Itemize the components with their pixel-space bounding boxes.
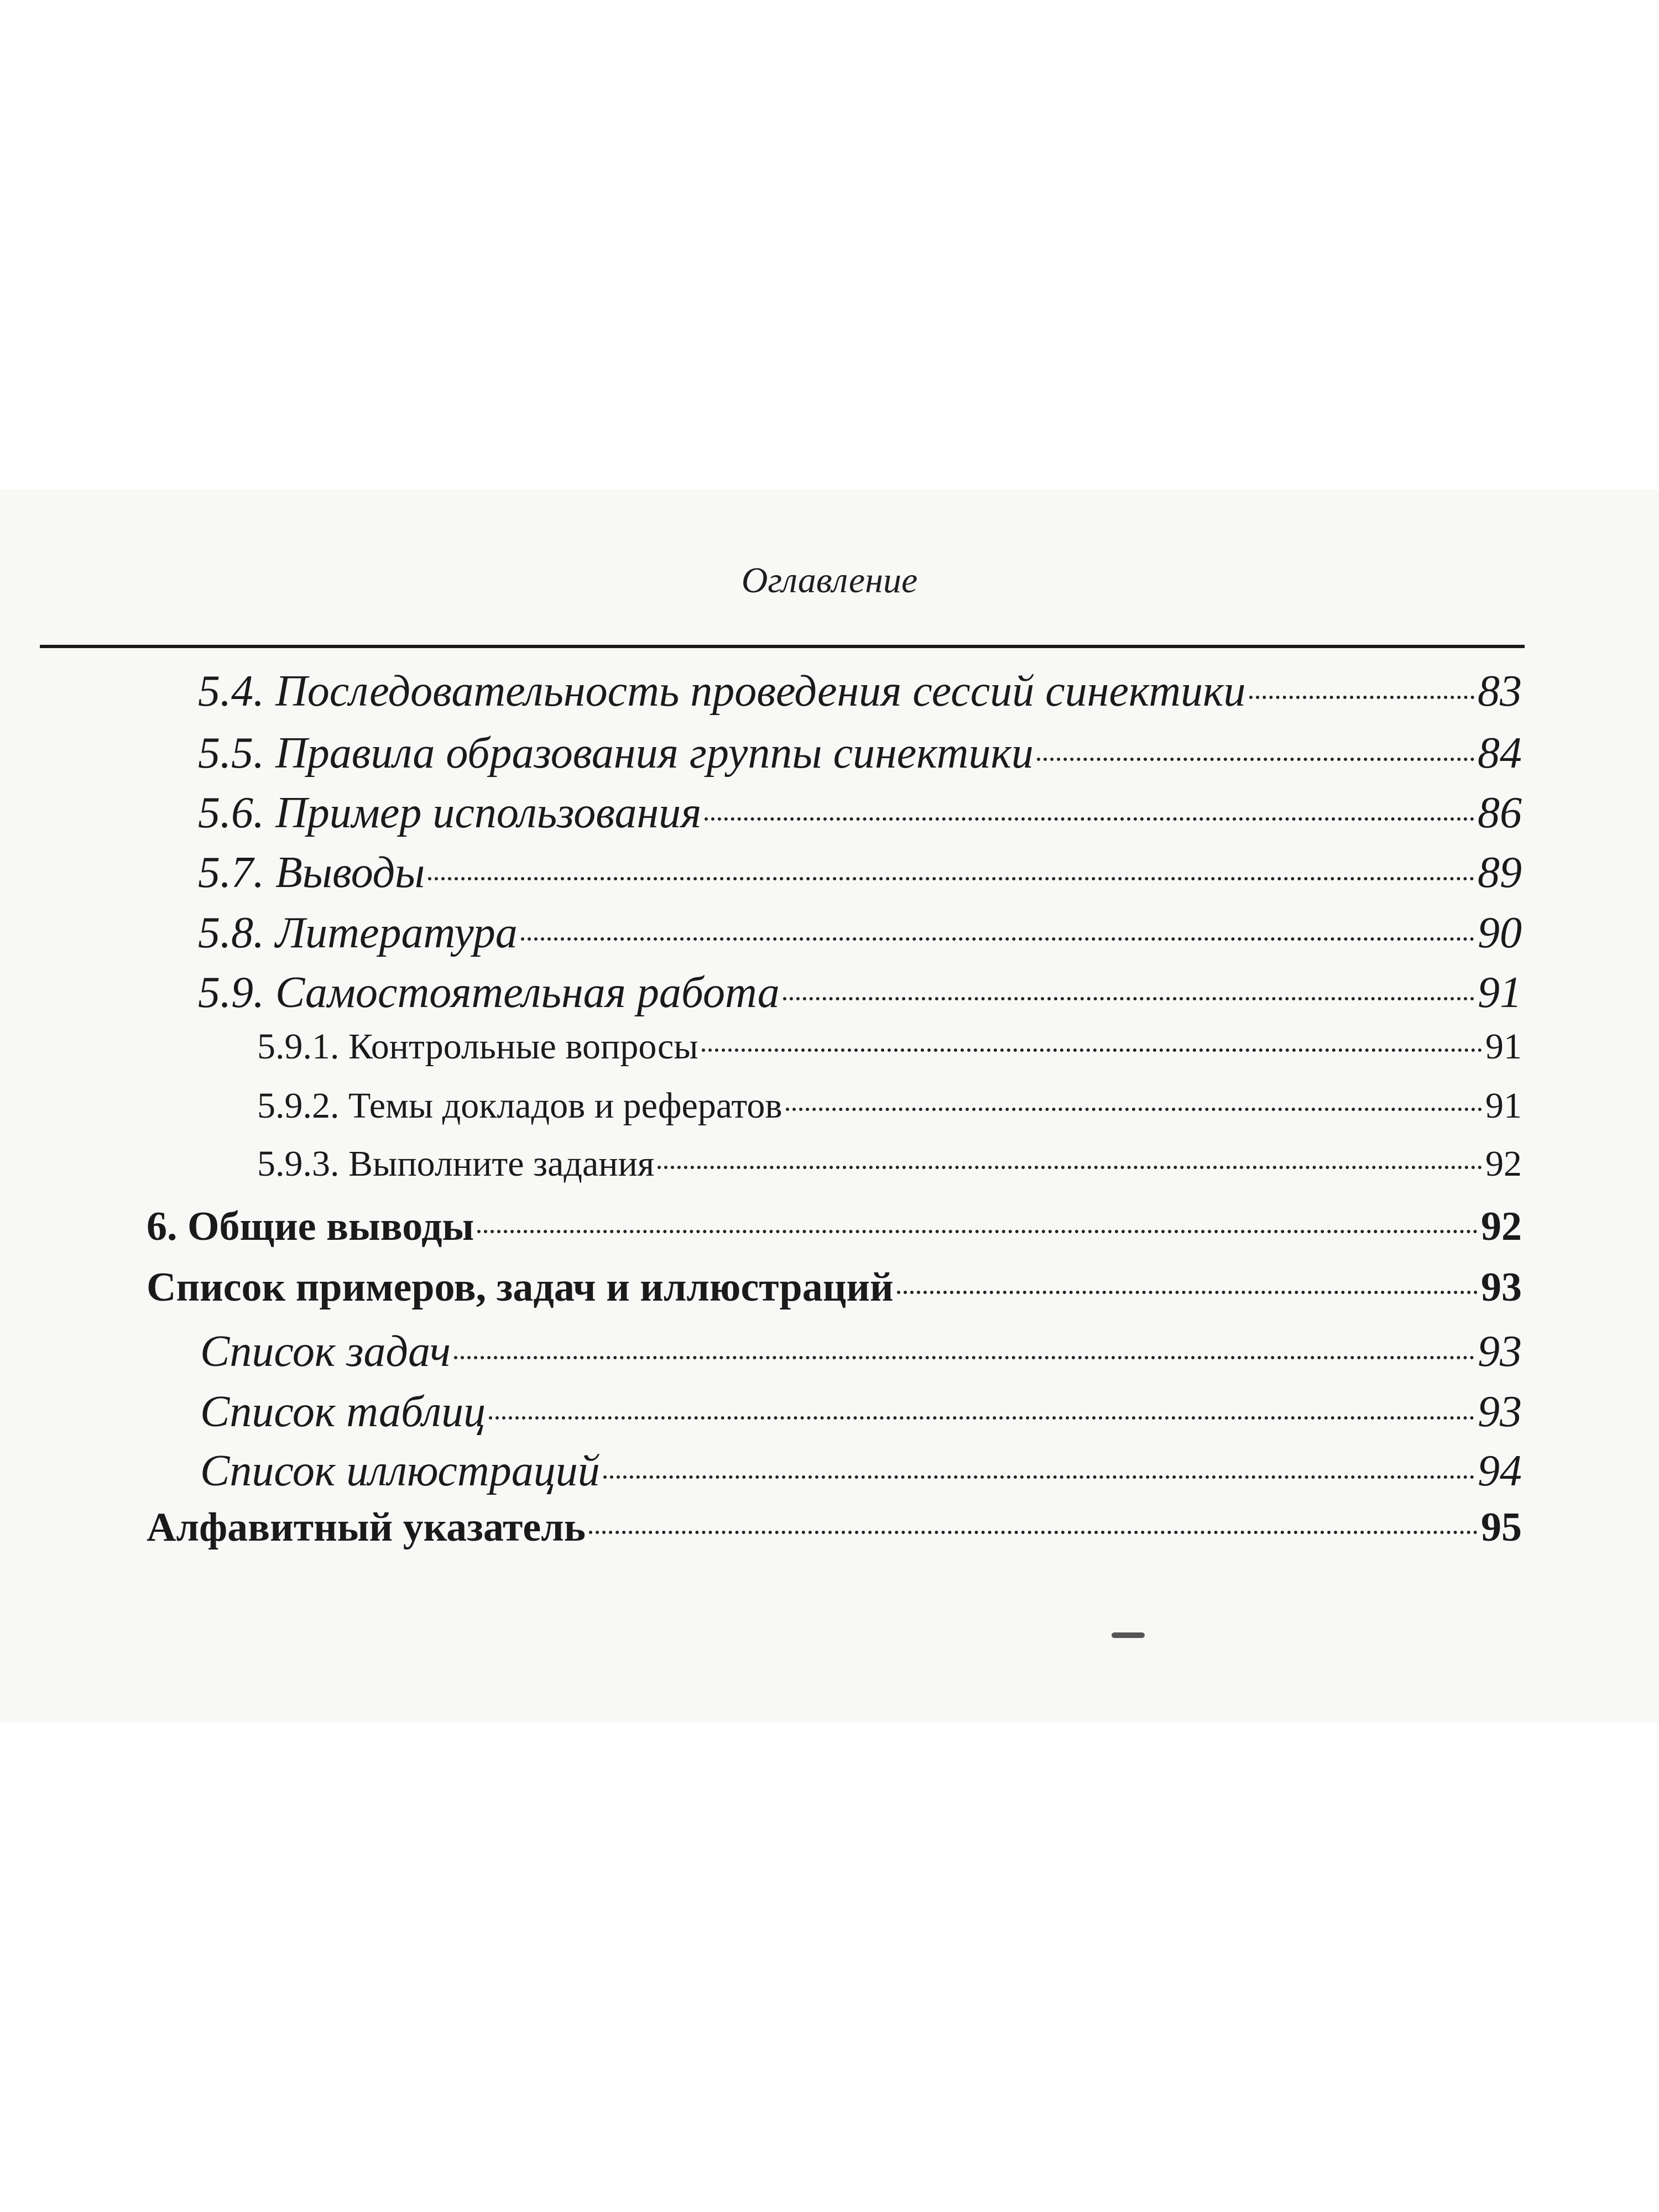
toc-entry-label: 5.9.2. Темы докладов и рефератов	[257, 1086, 782, 1126]
toc-entry-tables-list[interactable]	[200, 1387, 1522, 1448]
toc-entry-illustrations-list[interactable]	[200, 1446, 1522, 1507]
running-header: Оглавление	[741, 560, 918, 601]
toc-entry-tasks-list[interactable]	[200, 1327, 1522, 1387]
toc-entry-label: 5.9.3. Выполните задания	[257, 1144, 655, 1184]
toc-entry-page: 93	[1481, 1265, 1522, 1310]
toc-entry-page: 91	[1485, 1086, 1522, 1126]
toc-entry-label: 6. Общие выводы	[147, 1204, 474, 1249]
dot-leader	[489, 1416, 1474, 1420]
toc-entry-label: 5.6. Пример использования	[198, 789, 702, 837]
toc-entry-page: 92	[1485, 1144, 1522, 1184]
toc-entry-page: 91	[1485, 1026, 1522, 1067]
dot-leader	[783, 997, 1474, 1000]
toc-entry-page: 84	[1478, 729, 1522, 778]
toc-entry-label: Алфавитный указатель	[147, 1505, 586, 1550]
toc-entry-label: 5.9. Самостоятельная работа	[198, 968, 780, 1017]
dot-leader	[897, 1291, 1478, 1294]
dot-leader	[428, 877, 1474, 880]
toc-entry-page: 90	[1478, 909, 1522, 957]
toc-entry-page: 95	[1481, 1505, 1522, 1550]
dot-leader	[1249, 696, 1474, 699]
dot-leader	[1037, 758, 1474, 761]
toc-entry-label: Список иллюстраций	[200, 1447, 600, 1495]
dot-leader	[477, 1230, 1478, 1233]
toc-entry-label: 5.9.1. Контрольные вопросы	[257, 1026, 698, 1067]
toc-entry-page: 86	[1478, 789, 1522, 837]
toc-entry-5-5[interactable]	[198, 728, 1522, 789]
toc-entry-label: 5.5. Правила образования группы синектики	[198, 729, 1034, 778]
toc-entry-page: 94	[1478, 1447, 1522, 1495]
dot-leader	[702, 1048, 1482, 1052]
dot-leader	[603, 1475, 1474, 1479]
ink-mark	[1112, 1632, 1145, 1638]
toc-entry-examples-list[interactable]	[147, 1264, 1522, 1325]
dot-leader	[521, 937, 1474, 941]
toc-entry-5-9-3[interactable]	[257, 1143, 1522, 1204]
dot-leader	[786, 1108, 1482, 1111]
toc-entry-5-9-1[interactable]	[257, 1026, 1522, 1087]
toc-entry-6[interactable]	[147, 1203, 1522, 1264]
toc-entry-label: 5.4. Последовательность проведения сессий синектики	[198, 667, 1246, 716]
header-rule	[40, 645, 1525, 648]
toc-entry-label: 5.7. Выводы	[198, 848, 425, 897]
toc-entry-5-8[interactable]	[198, 908, 1522, 969]
toc-entry-5-6[interactable]	[198, 788, 1522, 849]
toc-entry-label: 5.8. Литература	[198, 909, 518, 957]
toc-entry-5-4[interactable]	[198, 666, 1522, 727]
dot-leader	[454, 1356, 1474, 1359]
toc-entry-5-9-2[interactable]	[257, 1085, 1522, 1146]
toc-entry-label: Список примеров, задач и иллюстраций	[147, 1265, 894, 1310]
toc-entry-label: Список таблиц	[200, 1387, 486, 1436]
toc-entry-page: 93	[1478, 1327, 1522, 1376]
toc-entry-label: Список задач	[200, 1327, 451, 1376]
toc-entry-5-9[interactable]	[198, 968, 1522, 1029]
dot-leader	[658, 1166, 1482, 1169]
toc-entry-page: 89	[1478, 848, 1522, 897]
toc-entry-page: 91	[1478, 968, 1522, 1017]
toc-entry-page: 92	[1481, 1204, 1522, 1249]
dot-leader	[589, 1531, 1478, 1534]
toc-entry-page: 93	[1478, 1387, 1522, 1436]
toc-entry-5-7[interactable]	[198, 848, 1522, 909]
toc-entry-alphabetical-index[interactable]	[147, 1504, 1522, 1565]
toc-entry-page: 83	[1478, 667, 1522, 716]
dot-leader	[705, 817, 1474, 821]
